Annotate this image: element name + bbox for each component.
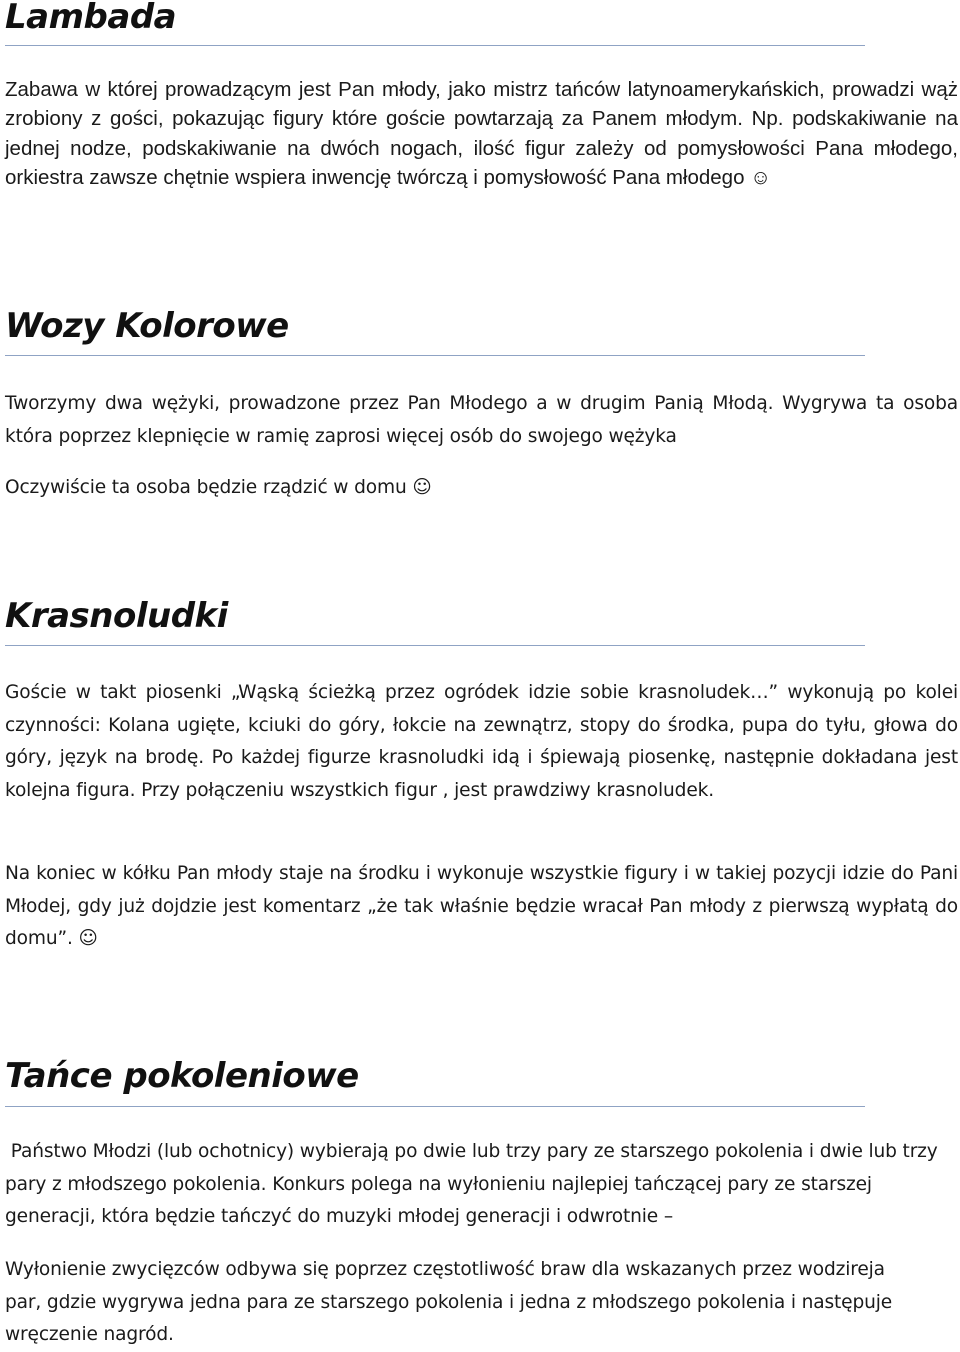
section-paragraph: Na koniec w kółku Pan młody staje na środku i wykonuje wszystkie figury i w takiej pozycji idzie do Pani Młodej, gdy już dojdzie jest komentarz „że tak właśnie będzie wracał Pan młody z pierwszą wypłatą do domu”. ☺ [5, 863, 958, 950]
title-divider [5, 1106, 865, 1107]
section-paragraph: Państwo Młodzi (lub ochotnicy) wybierają po dwie lub trzy pary ze starszego pokolenia i dwie lub trzy pary z młodszego pokolenia. Konkurs polega na wyłonieniu najlepiej tańczącej pary ze starszej generacji, która będzie tańczyć do muzyki młodej generacji i odwrotnie – [5, 1141, 944, 1228]
section-title: Krasnoludki [5, 596, 228, 636]
section-title: Wozy Kolorowe [5, 306, 289, 346]
section-tance-pokoleniowe [5, 1056, 960, 1346]
section-lambada [5, 0, 960, 189]
title-divider [5, 355, 865, 356]
section-title: Lambada [5, 0, 177, 37]
section-title: Tańce pokoleniowe [5, 1056, 359, 1096]
section-wozy-kolorowe [5, 306, 960, 498]
section-paragraph: Tworzymy dwa wężyki, prowadzone przez Pan Młodego a w drugim Panią Młodą. Wygrywa ta osoba która poprzez klepnięcie w ramię zaprosi więcej osób do swojego wężyka [5, 393, 958, 447]
section-paragraph: Oczywiście ta osoba będzie rządzić w domu ☺ [5, 477, 432, 498]
section-paragraph: Wyłonienie zwycięzców odbywa się poprzez częstotliwość braw dla wskazanych przez wodzireja par, gdzie wygrywa jedna para ze starszego pokolenia i jedna z młodszego pokolenia i następuje wręczenie nagród. [5, 1259, 893, 1346]
section-krasnoludki [5, 596, 960, 950]
title-divider [5, 645, 865, 646]
section-paragraph: Goście w takt piosenki „Wąską ścieżką przez ogródek idzie sobie krasnoludek…” wykonują po kolei czynności: Kolana ugięte, kciuki do góry, łokcie na zewnątrz, stopy do środka, pupa do tyłu, głowa do góry, język na brodę. Po każdej figurze krasnoludki idą i śpiewają piosenkę, następnie dokładana jest kolejna figura. Przy połączeniu wszystkich figur , jest prawdziwy krasnoludek. [5, 682, 958, 802]
section-paragraph: Zabawa w której prowadzącym jest Pan młody, jako mistrz tańców latynoamerykańskich, prowadzi wąż zrobiony z gości, pokazując figury które goście powtarzają za Panem młodym. Np. podskakiwanie na jednej nodze, podskakiwanie na dwóch nogach, ilość figur zależy od pomysłowości Pana młodego, orkiestra zawsze chętnie wspiera inwencję twórczą i pomysłowość Pana młodego ☺ [5, 78, 958, 189]
title-divider [5, 45, 865, 46]
